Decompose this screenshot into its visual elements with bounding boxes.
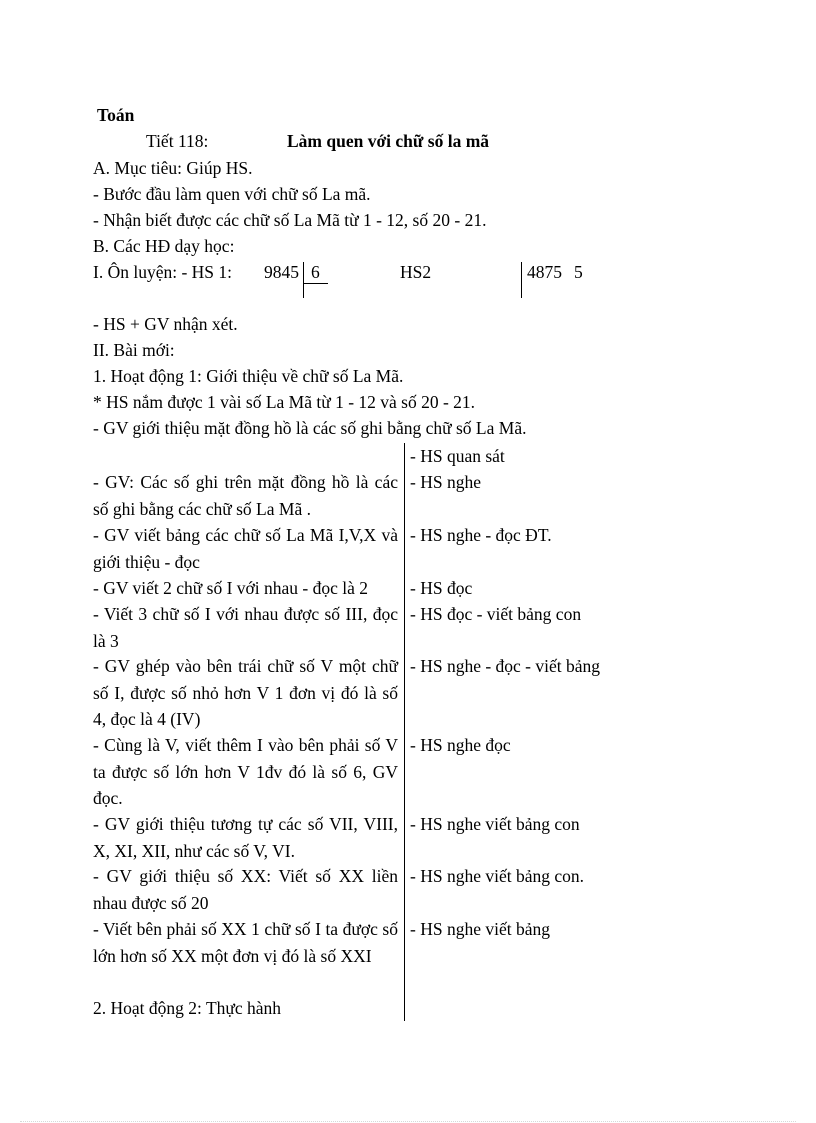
table-cell-left: - GV viết bảng các chữ số La Mã I,V,X và giới thiệu - đọc xyxy=(93,525,398,572)
hs2-division-bar xyxy=(521,262,522,298)
column-divider xyxy=(404,443,405,1021)
hs2-dividend: 4875 xyxy=(527,262,562,282)
hs1-division-bar xyxy=(303,262,304,298)
objective-line: - Nhận biết được các chữ số La Mã từ 1 - 12, số 20 - 21. xyxy=(93,210,487,230)
activity-heading: 1. Hoạt động 1: Giới thiệu về chữ số La Mã. xyxy=(93,366,404,386)
table-cell-right: - HS nghe viết bảng xyxy=(410,919,550,939)
table-cell-right: - HS nghe xyxy=(410,472,481,492)
table-cell-left: - Viết bên phải số XX 1 chữ số I ta được số lớn hơn số XX một đơn vị đó là số XXI xyxy=(93,919,398,966)
lesson-number: Tiết 118: xyxy=(146,131,209,151)
hs2-divisor: 5 xyxy=(574,262,583,282)
table-cell-right: - HS đọc xyxy=(410,578,473,598)
table-cell-right: - HS nghe viết bảng con xyxy=(410,814,580,834)
table-cell-right: - HS nghe đọc xyxy=(410,735,511,755)
activity-intro: - GV giới thiệu mặt đồng hồ là các số ghi bằng chữ số La Mã. xyxy=(93,418,527,438)
table-cell-left: - GV ghép vào bên trái chữ số V một chữ số I, được số nhỏ hơn V 1 đơn vị đó là số 4, đọc là 4 (IV) xyxy=(93,656,398,729)
table-cell-right: - HS đọc - viết bảng con xyxy=(410,604,582,624)
objective-heading: A. Mục tiêu: Giúp HS. xyxy=(93,158,253,178)
review-label: I. Ôn luyện: - HS 1: xyxy=(93,262,233,282)
remark-line: - HS + GV nhận xét. xyxy=(93,314,238,334)
practice-heading: 2. Hoạt động 2: Thực hành xyxy=(93,998,282,1018)
table-cell-left: - GV giới thiệu số XX: Viết số XX liền nhau được số 20 xyxy=(93,866,398,913)
table-cell-left: - GV viết 2 chữ số I với nhau - đọc là 2 xyxy=(93,578,369,598)
hs2-label: HS2 xyxy=(400,262,432,282)
table-cell-left: - GV giới thiệu tương tự các số VII, VIII, X, XI, XII, như các số V, VI. xyxy=(93,814,398,861)
activities-heading: B. Các HĐ dạy học: xyxy=(93,236,235,256)
table-cell-right: - HS quan sát xyxy=(410,446,505,466)
objective-line: - Bước đầu làm quen với chữ số La mã. xyxy=(93,184,371,204)
hs1-divisor-underline xyxy=(304,283,328,284)
page-bottom-rule xyxy=(20,1121,796,1122)
table-cell-right: - HS nghe - đọc ĐT. xyxy=(410,525,552,545)
table-cell-left: - Viết 3 chữ số I với nhau được số III, đọc là 3 xyxy=(93,604,398,651)
section-heading: II. Bài mới: xyxy=(93,340,175,360)
hs1-dividend: 9845 xyxy=(264,262,299,282)
activity-goal: * HS nắm được 1 vài số La Mã từ 1 - 12 và số 20 - 21. xyxy=(93,392,476,412)
lesson-title: Làm quen với chữ số la mã xyxy=(287,131,490,151)
table-cell-left: - Cùng là V, viết thêm I vào bên phải số V ta được số lớn hơn V 1đv đó là số 6, GV đọc. xyxy=(93,735,398,808)
hs1-divisor: 6 xyxy=(311,262,320,282)
table-cell-right: - HS nghe viết bảng con. xyxy=(410,866,584,886)
table-cell-left: - GV: Các số ghi trên mặt đồng hồ là các số ghi bằng các chữ số La Mã . xyxy=(93,472,398,519)
subject-heading: Toán xyxy=(97,105,135,125)
table-cell-right: - HS nghe - đọc - viết bảng xyxy=(410,656,601,676)
